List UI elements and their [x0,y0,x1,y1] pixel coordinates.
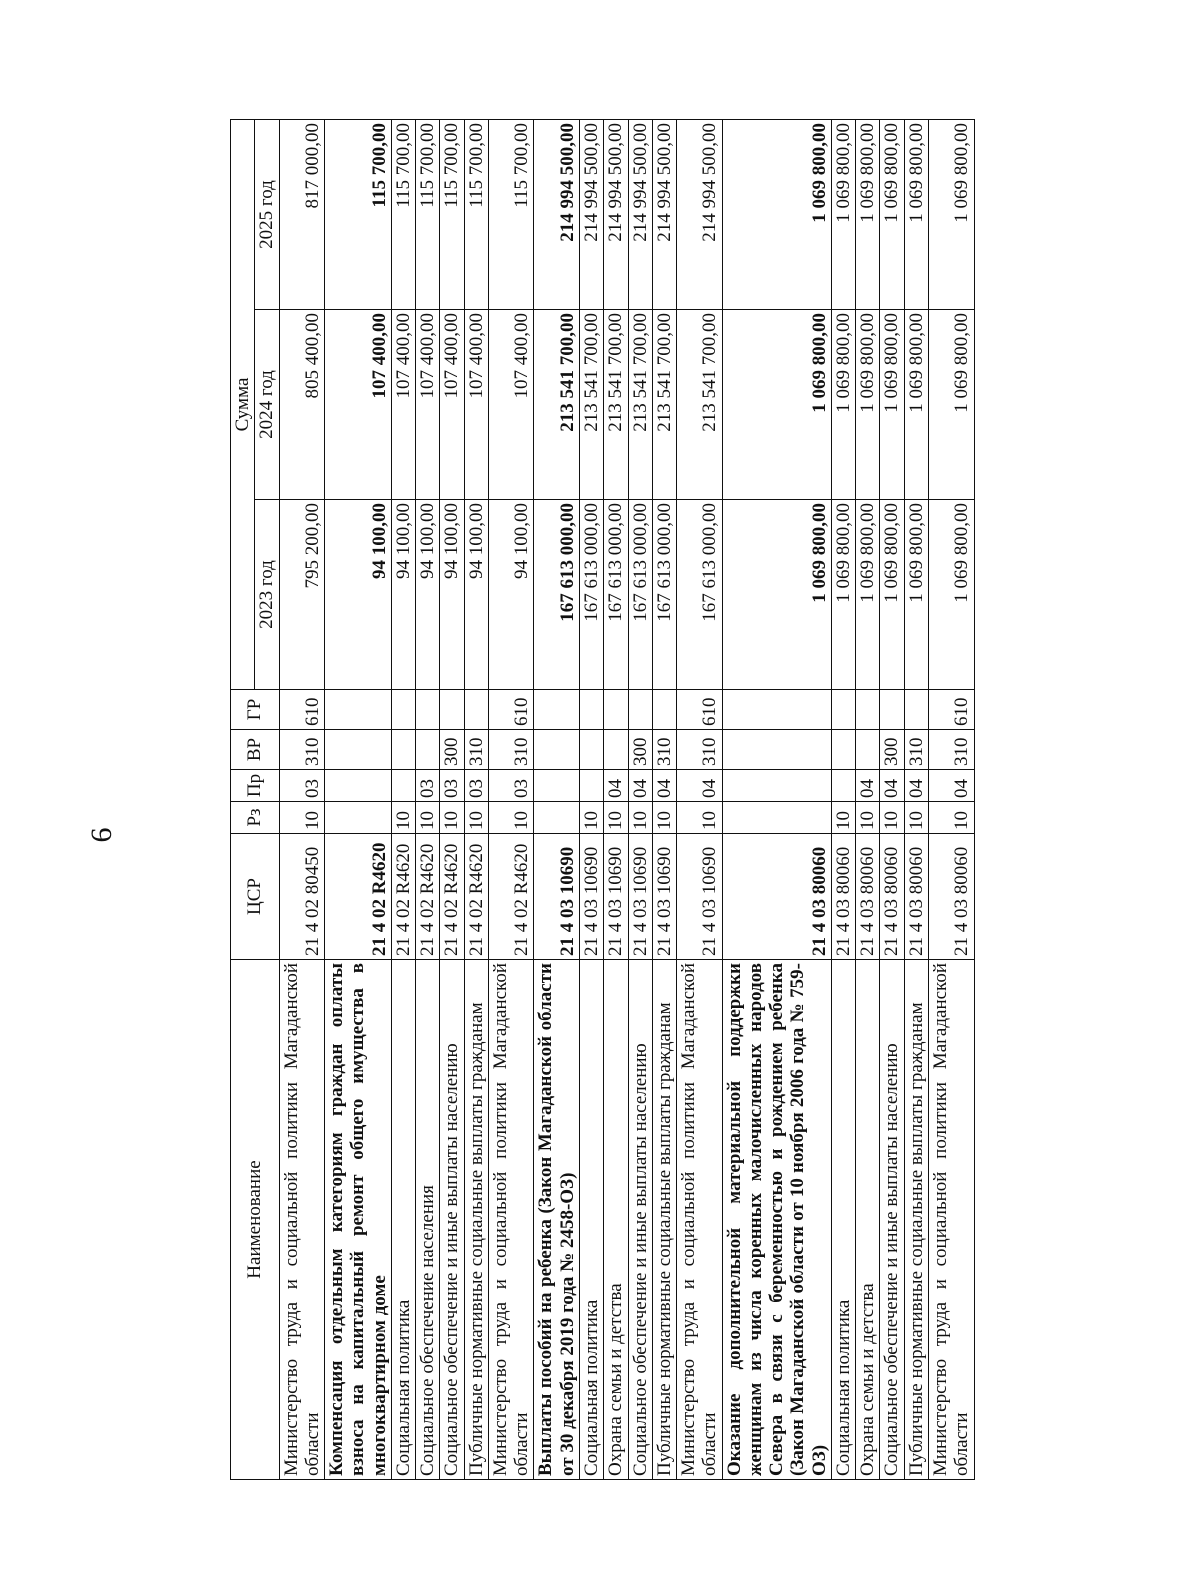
row-sum-2025: 214 994 500,00 [534,119,580,309]
row-sum-2024: 107 400,00 [391,310,415,500]
table-row [880,119,904,1479]
row-sum-2024: 213 541 700,00 [677,310,723,500]
row-name: Выплаты пособий на ребенка (Закон Магаданской области от 30 декабря 2019 года № 2458-ОЗ) [534,960,580,1480]
row-gr [628,690,652,730]
row-rz: 10 [904,802,928,834]
table-row [440,119,464,1479]
row-csr: 21 4 03 10690 [534,834,580,960]
row-pr [722,770,831,802]
row-vr: 310 [904,730,928,770]
table-row [325,119,392,1479]
row-vr: 310 [677,730,723,770]
row-name: Публичные нормативные социальные выплаты гражданам [464,960,488,1480]
budget-table [230,119,975,1480]
row-rz: 10 [652,802,676,834]
row-sum-2025: 214 994 500,00 [652,119,676,309]
page-number: 6 [85,827,118,843]
row-rz [722,802,831,834]
row-gr [416,690,440,730]
table-row [856,119,880,1479]
row-csr: 21 4 03 80060 [880,834,904,960]
row-name: Публичные нормативные социальные выплаты гражданам [904,960,928,1480]
row-vr [579,730,603,770]
row-sum-2023: 94 100,00 [325,500,392,690]
row-sum-2024: 1 069 800,00 [904,310,928,500]
header-gr: ГР [231,690,280,730]
row-name: Социальное обеспечение и иные выплаты населению [628,960,652,1480]
table-row [904,119,928,1479]
row-gr [579,690,603,730]
row-gr [464,690,488,730]
row-sum-2024: 213 541 700,00 [534,310,580,500]
row-csr: 21 4 03 80060 [722,834,831,960]
row-vr: 300 [880,730,904,770]
table-row [831,119,855,1479]
row-vr: 310 [928,730,974,770]
row-name: Охрана семьи и детства [604,960,628,1480]
row-csr: 21 4 03 10690 [677,834,723,960]
row-sum-2024: 1 069 800,00 [856,310,880,500]
row-csr: 21 4 02 R4620 [416,834,440,960]
row-rz: 10 [677,802,723,834]
row-sum-2025: 1 069 800,00 [928,119,974,309]
row-sum-2023: 94 100,00 [391,500,415,690]
header-rz: Рз [231,802,280,834]
row-gr [880,690,904,730]
table-row [628,119,652,1479]
row-rz [534,802,580,834]
row-csr: 21 4 02 R4620 [488,834,534,960]
row-csr: 21 4 02 R4620 [325,834,392,960]
row-name: Социальная политика [831,960,855,1480]
row-csr: 21 4 03 10690 [579,834,603,960]
row-name: Социальная политика [579,960,603,1480]
row-sum-2023: 1 069 800,00 [856,500,880,690]
row-gr [440,690,464,730]
table-row [416,119,440,1479]
row-sum-2025: 1 069 800,00 [880,119,904,309]
row-csr: 21 4 03 80060 [904,834,928,960]
budget-table-wrapper [230,120,1010,1480]
header-csr: ЦСР [231,834,280,960]
row-rz: 10 [880,802,904,834]
row-sum-2025: 214 994 500,00 [628,119,652,309]
row-name: Оказание дополнительной материальной поддержки женщинам из числа коренных малочисленных народов Севера в связи с беременностью и рождением ребенка (Закон Магаданской области от 10 ноября 2006 года № 759-ОЗ) [722,960,831,1480]
header-2024: 2024 год [255,310,279,500]
row-sum-2025: 115 700,00 [464,119,488,309]
table-header [231,119,280,1479]
row-sum-2024: 1 069 800,00 [880,310,904,500]
header-2023: 2023 год [255,500,279,690]
row-csr: 21 4 02 R4620 [464,834,488,960]
table-row [579,119,603,1479]
row-sum-2023: 167 613 000,00 [534,500,580,690]
row-pr [534,770,580,802]
row-rz: 10 [579,802,603,834]
row-name: Охрана семьи и детства [856,960,880,1480]
table-row [391,119,415,1479]
row-pr: 03 [279,770,325,802]
row-sum-2025: 817 000,00 [279,119,325,309]
row-pr: 04 [856,770,880,802]
row-rz: 10 [391,802,415,834]
row-csr: 21 4 03 80060 [856,834,880,960]
row-sum-2023: 167 613 000,00 [579,500,603,690]
row-rz: 10 [279,802,325,834]
row-rz: 10 [464,802,488,834]
row-csr: 21 4 03 10690 [652,834,676,960]
row-sum-2024: 107 400,00 [464,310,488,500]
row-name: Компенсация отдельным категориям граждан оплаты взноса на капитальный ремонт общего имущества в многоквартирном доме [325,960,392,1480]
row-gr [904,690,928,730]
row-vr [722,730,831,770]
row-pr: 04 [604,770,628,802]
row-gr: 610 [677,690,723,730]
row-vr [534,730,580,770]
row-vr [416,730,440,770]
row-sum-2023: 167 613 000,00 [652,500,676,690]
row-csr: 21 4 03 10690 [628,834,652,960]
row-sum-2025: 214 994 500,00 [579,119,603,309]
row-gr [856,690,880,730]
row-sum-2025: 115 700,00 [391,119,415,309]
row-gr: 610 [279,690,325,730]
row-sum-2023: 1 069 800,00 [722,500,831,690]
header-pr: Пр [231,770,280,802]
row-sum-2024: 213 541 700,00 [579,310,603,500]
row-rz [325,802,392,834]
row-sum-2023: 1 069 800,00 [831,500,855,690]
row-name: Социальное обеспечение населения [416,960,440,1480]
table-row [488,119,534,1479]
row-csr: 21 4 03 80060 [928,834,974,960]
row-sum-2024: 213 541 700,00 [604,310,628,500]
row-sum-2023: 94 100,00 [488,500,534,690]
row-pr: 03 [488,770,534,802]
row-rz: 10 [856,802,880,834]
row-rz: 10 [440,802,464,834]
row-vr: 310 [652,730,676,770]
row-csr: 21 4 02 R4620 [391,834,415,960]
row-vr [604,730,628,770]
table-row [652,119,676,1479]
table-row [604,119,628,1479]
row-vr [325,730,392,770]
row-vr: 310 [464,730,488,770]
table-row [534,119,580,1479]
row-sum-2023: 94 100,00 [464,500,488,690]
row-gr [391,690,415,730]
row-name: Министерство труда и социальной политики Магаданской области [928,960,974,1480]
row-vr [391,730,415,770]
row-name: Министерство труда и социальной политики Магаданской области [488,960,534,1480]
row-sum-2023: 167 613 000,00 [604,500,628,690]
row-vr: 310 [279,730,325,770]
row-pr: 04 [677,770,723,802]
row-sum-2025: 1 069 800,00 [722,119,831,309]
row-gr: 610 [928,690,974,730]
row-name: Социальное обеспечение и иные выплаты населению [440,960,464,1480]
row-sum-2024: 1 069 800,00 [928,310,974,500]
row-name: Социальная политика [391,960,415,1480]
row-sum-2024: 107 400,00 [488,310,534,500]
row-gr [325,690,392,730]
row-gr [604,690,628,730]
row-sum-2024: 107 400,00 [440,310,464,500]
row-gr [652,690,676,730]
row-sum-2025: 1 069 800,00 [856,119,880,309]
row-pr: 04 [928,770,974,802]
row-rz: 10 [831,802,855,834]
header-vr: ВР [231,730,280,770]
row-gr [722,690,831,730]
row-sum-2024: 805 400,00 [279,310,325,500]
row-sum-2024: 213 541 700,00 [652,310,676,500]
row-vr [831,730,855,770]
row-pr [831,770,855,802]
row-sum-2024: 107 400,00 [416,310,440,500]
row-sum-2023: 1 069 800,00 [928,500,974,690]
row-csr: 21 4 03 80060 [831,834,855,960]
table-body [279,119,974,1479]
row-sum-2025: 115 700,00 [416,119,440,309]
header-name: Наименование [231,960,280,1480]
table-row [677,119,723,1479]
header-2025: 2025 год [255,119,279,309]
row-sum-2024: 107 400,00 [325,310,392,500]
row-vr: 300 [628,730,652,770]
row-vr: 300 [440,730,464,770]
row-pr: 04 [880,770,904,802]
row-gr [831,690,855,730]
row-sum-2024: 213 541 700,00 [628,310,652,500]
row-rz: 10 [604,802,628,834]
row-pr [391,770,415,802]
row-name: Публичные нормативные социальные выплаты гражданам [652,960,676,1480]
row-vr: 310 [488,730,534,770]
row-sum-2023: 1 069 800,00 [904,500,928,690]
table-row [464,119,488,1479]
row-csr: 21 4 03 10690 [604,834,628,960]
row-pr: 04 [628,770,652,802]
header-sum: Сумма [231,119,255,689]
row-sum-2023: 94 100,00 [416,500,440,690]
row-pr: 04 [904,770,928,802]
row-sum-2023: 167 613 000,00 [628,500,652,690]
row-sum-2024: 1 069 800,00 [831,310,855,500]
row-sum-2025: 1 069 800,00 [831,119,855,309]
row-csr: 21 4 02 R4620 [440,834,464,960]
row-sum-2023: 167 613 000,00 [677,500,723,690]
row-pr [325,770,392,802]
row-sum-2023: 1 069 800,00 [880,500,904,690]
row-name: Социальное обеспечение и иные выплаты населению [880,960,904,1480]
row-vr [856,730,880,770]
row-rz: 10 [488,802,534,834]
table-row [722,119,831,1479]
row-pr: 04 [652,770,676,802]
row-pr: 03 [464,770,488,802]
row-rz: 10 [928,802,974,834]
row-pr: 03 [416,770,440,802]
row-sum-2025: 115 700,00 [325,119,392,309]
row-name: Министерство труда и социальной политики Магаданской области [677,960,723,1480]
row-rz: 10 [628,802,652,834]
row-gr: 610 [488,690,534,730]
row-gr [534,690,580,730]
row-sum-2023: 795 200,00 [279,500,325,690]
row-pr: 03 [440,770,464,802]
table-row [279,119,325,1479]
row-sum-2025: 115 700,00 [440,119,464,309]
row-sum-2025: 1 069 800,00 [904,119,928,309]
table-row [928,119,974,1479]
row-csr: 21 4 02 80450 [279,834,325,960]
row-sum-2024: 1 069 800,00 [722,310,831,500]
row-pr [579,770,603,802]
row-sum-2025: 214 994 500,00 [604,119,628,309]
row-rz: 10 [416,802,440,834]
row-name: Министерство труда и социальной политики Магаданской области [279,960,325,1480]
row-sum-2023: 94 100,00 [440,500,464,690]
row-sum-2025: 115 700,00 [488,119,534,309]
row-sum-2025: 214 994 500,00 [677,119,723,309]
